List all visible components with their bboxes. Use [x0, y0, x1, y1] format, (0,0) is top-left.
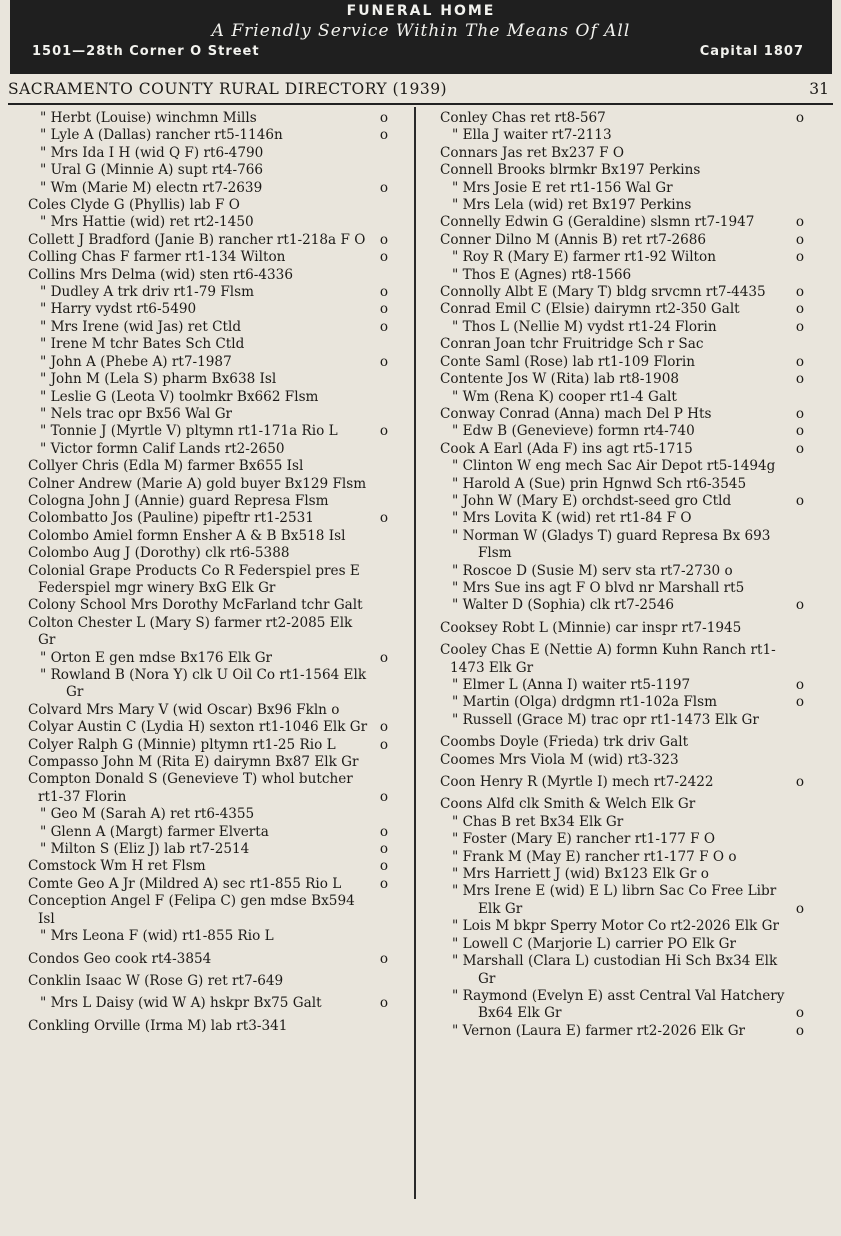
entry-text: " Wm (Marie M) electn rt7-2639 [40, 179, 263, 196]
entry-text: Conley Chas ret rt8-567 [440, 110, 606, 126]
entry-text: " Frank M (May E) rancher rt1-177 F O o [452, 848, 737, 865]
header-divider [8, 103, 833, 105]
directory-entry [440, 1023, 806, 1040]
column-divider [414, 107, 416, 1199]
entry-text: " Norman W (Gladys T) guard Represa Bx 693 Flsm [452, 527, 771, 562]
directory-entry [440, 110, 806, 127]
owner-mark: o [795, 284, 804, 301]
entry-text: " Mrs Hattie (wid) ret rt2-1450 [40, 214, 254, 231]
owner-mark: o [795, 774, 804, 791]
entry-text: " Mrs Harriett J (wid) Bx123 Elk Gr o [452, 866, 709, 883]
entry-text: Connell Brooks blrmkr Bx197 Perkins [440, 162, 701, 179]
directory-entry [440, 441, 806, 458]
entry-text: " Walter D (Sophia) clk rt7-2546 [452, 597, 675, 614]
entry-text: " Mrs L Daisy (wid W A) hskpr Bx75 Galt [40, 995, 322, 1012]
directory-entry [440, 301, 806, 318]
entry-text: Colonial Grape Products Co R Federspiel pres E Federspiel mgr winery BxG Elk Gr [28, 562, 360, 596]
directory-entry [28, 458, 390, 475]
directory-entry [28, 667, 390, 702]
directory-entry [28, 197, 390, 214]
directory-entry [440, 319, 806, 336]
owner-mark: o [379, 875, 388, 892]
directory-entry [440, 953, 806, 988]
entry-text: Cooksey Robt L (Minnie) car inspr rt7-1945 [440, 619, 742, 636]
entry-text: " John M (Lela S) pharm Bx638 Isl [40, 371, 277, 388]
entry-text: Colyar Austin C (Lydia H) sexton rt1-1046 Elk Gr [28, 719, 368, 736]
entry-text: " Victor formn Calif Lands rt2-2650 [40, 440, 285, 457]
owner-mark: o [795, 694, 804, 711]
entry-text: " Orton E gen mdse Bx176 Elk Gr [40, 649, 273, 666]
owner-mark: o [379, 788, 388, 805]
entry-text: Condos Geo cook rt4-3854 [28, 950, 212, 967]
owner-mark: o [795, 677, 804, 693]
directory-entry [440, 774, 806, 791]
entry-text: Conway Conrad (Anna) mach Del P Hts [440, 405, 712, 422]
directory-entry [440, 849, 806, 866]
directory-entry [28, 858, 390, 875]
entry-text: Colton Chester L (Mary S) farmer rt2-2085 Elk Gr [28, 614, 353, 649]
directory-entry [28, 876, 390, 893]
page-number: 31 [809, 80, 829, 98]
directory-entry [28, 650, 390, 667]
entry-text: " Wm (Rena K) cooper rt1-4 Galt [452, 388, 677, 405]
entry-text: " Elmer L (Anna I) waiter rt5-1197 [452, 677, 691, 693]
directory-entry [440, 831, 806, 848]
entry-text: " Mrs Leona F (wid) rt1-855 Rio L [40, 928, 274, 945]
banner-heading: FUNERAL HOME [346, 3, 496, 19]
owner-mark: o [379, 950, 388, 967]
directory-entry [440, 162, 806, 179]
entry-text: " Dudley A trk driv rt1-79 Flsm [40, 284, 254, 301]
owner-mark: o [795, 214, 804, 231]
directory-entry [440, 734, 806, 751]
directory-entry [28, 476, 390, 493]
entry-text: Collins Mrs Delma (wid) sten rt6-4336 [28, 266, 293, 283]
entry-text: " Ural G (Minnie A) supt rt4-766 [40, 162, 264, 179]
directory-entry [28, 214, 390, 231]
entry-text: Collyer Chris (Edla M) farmer Bx655 Isl [28, 458, 304, 475]
directory-entry [28, 301, 390, 318]
entry-text: " Lois M bkpr Sperry Motor Co rt2-2026 Elk Gr [452, 918, 779, 935]
entry-text: Conner Dilno M (Annis B) ret rt7-2686 [440, 231, 707, 248]
directory-entry [28, 951, 390, 968]
entry-text: " Thos L (Nellie M) vydst rt1-24 Florin [452, 318, 717, 335]
entry-text: Comte Geo A Jr (Mildred A) sec rt1-855 Rio L [28, 875, 342, 892]
entry-text: " Mrs Ida I H (wid Q F) rt6-4790 [40, 144, 264, 161]
entry-text: " Roy R (Mary E) farmer rt1-92 Wilton [452, 249, 716, 266]
owner-mark: o [795, 301, 804, 318]
banner-slogan: A Friendly Service Within The Means Of All [211, 21, 631, 41]
owner-mark: o [379, 179, 388, 196]
entry-text: " John W (Mary E) orchdst-seed gro Ctld [452, 492, 732, 509]
owner-mark: o [795, 231, 804, 248]
owner-mark: o [379, 110, 388, 126]
entry-text: " Mrs Sue ins agt F O blvd nr Marshall rt5 [452, 579, 745, 596]
entry-text: Coon Henry R (Myrtle I) mech rt7-2422 [440, 774, 714, 791]
directory-entry [28, 493, 390, 510]
owner-mark: o [795, 900, 804, 917]
directory-entry [28, 354, 390, 371]
banner-address: 1501—28th Corner O Street [32, 44, 260, 59]
directory-entry [440, 232, 806, 249]
directory-entry [440, 371, 806, 388]
entry-text: Colner Andrew (Marie A) gold buyer Bx129 Flsm [28, 475, 367, 492]
directory-entry [28, 719, 390, 736]
directory-entry [28, 973, 390, 990]
owner-mark: o [379, 423, 388, 440]
owner-mark: o [379, 318, 388, 335]
entry-text: " Irene M tchr Bates Sch Ctld [40, 336, 245, 353]
entry-text: Connelly Edwin G (Geraldine) slsmn rt7-1947 [440, 214, 755, 231]
directory-entry [28, 563, 390, 598]
directory-entry [28, 423, 390, 440]
directory-entry [28, 528, 390, 545]
entry-text: " Vernon (Laura E) farmer rt2-2026 Elk Gr [452, 1022, 746, 1039]
directory-entry [440, 918, 806, 935]
entry-text: Cook A Earl (Ada F) ins agt rt5-1715 [440, 440, 693, 457]
directory-entry [28, 389, 390, 406]
directory-entry [28, 180, 390, 197]
directory-entry [28, 597, 390, 614]
entry-text: Coomes Mrs Viola M (wid) rt3-323 [440, 751, 679, 768]
directory-entry [440, 580, 806, 597]
owner-mark: o [379, 649, 388, 666]
directory-entry [28, 267, 390, 284]
directory-entry [28, 841, 390, 858]
entry-text: " Mrs Lovita K (wid) ret rt1-84 F O [452, 510, 692, 527]
directory-entry [440, 458, 806, 475]
entry-text: " Thos E (Agnes) rt8-1566 [452, 266, 632, 283]
entry-text: " Clinton W eng mech Sac Air Depot rt5-1494g [452, 458, 776, 475]
directory-entry [28, 806, 390, 823]
directory-entry [28, 995, 390, 1012]
directory-entry [28, 284, 390, 301]
entry-text: Conception Angel F (Felipa C) gen mdse Bx594 Isl [28, 893, 355, 927]
owner-mark: o [379, 858, 388, 875]
entry-text: " Lowell C (Marjorie L) carrier PO Elk Gr [452, 935, 737, 952]
directory-entry [28, 441, 390, 458]
entry-text: Cooley Chas E (Nettie A) formn Kuhn Ranch rt1-1473 Elk Gr [440, 642, 776, 676]
owner-mark: o [379, 127, 388, 144]
entry-text: " Leslie G (Leota V) toolmkr Bx662 Flsm [40, 388, 319, 405]
owner-mark: o [795, 405, 804, 422]
directory-entry [440, 354, 806, 371]
entry-text: " Lyle A (Dallas) rancher rt5-1146n [40, 127, 283, 144]
owner-mark: o [379, 823, 388, 840]
entry-text: Colombo Amiel formn Ensher A & B Bx518 Isl [28, 527, 346, 544]
entry-text: Conte Saml (Rose) lab rt1-109 Florin [440, 353, 696, 370]
directory-entry [28, 371, 390, 388]
directory-entry [28, 824, 390, 841]
directory-entry [28, 545, 390, 562]
owner-mark: o [795, 1005, 804, 1022]
entry-text: " Milton S (Eliz J) lab rt7-2514 [40, 841, 250, 858]
directory-entry [440, 423, 806, 440]
entry-text: " Marshall (Clara L) custodian Hi Sch Bx34 Elk Gr [452, 953, 778, 987]
directory-entry [440, 284, 806, 301]
owner-mark: o [379, 736, 388, 753]
entry-text: " Raymond (Evelyn E) asst Central Val Hatchery Bx64 Elk Gr [452, 987, 785, 1022]
directory-entry [28, 319, 390, 336]
directory-entry [440, 145, 806, 162]
right-column [440, 110, 806, 1040]
directory-entry [28, 754, 390, 771]
owner-mark: o [379, 284, 388, 301]
directory-entry [28, 1018, 390, 1035]
entry-text: " Nels trac opr Bx56 Wal Gr [40, 405, 233, 422]
directory-entry [440, 197, 806, 214]
directory-entry [440, 988, 806, 1023]
entry-text: Colvard Mrs Mary V (wid Oscar) Bx96 Fkln o [28, 701, 340, 718]
owner-mark: o [795, 110, 804, 126]
directory-entry [440, 597, 806, 614]
directory-entry [440, 694, 806, 711]
entry-text: Colony School Mrs Dorothy McFarland tchr Galt [28, 597, 363, 614]
directory-entry [28, 336, 390, 353]
entry-text: Colombatto Jos (Pauline) pipeftr rt1-2531 [28, 510, 314, 527]
entry-text: " Mrs Irene (wid Jas) ret Ctld [40, 318, 242, 335]
directory-entry [440, 796, 806, 813]
entry-text: " Martin (Olga) drdgmn rt1-102a Flsm [452, 694, 717, 711]
owner-mark: o [379, 995, 388, 1012]
entry-text: " Foster (Mary E) rancher rt1-177 F O [452, 831, 716, 848]
entry-text: " Harry vydst rt6-5490 [40, 301, 197, 318]
directory-entry [440, 510, 806, 527]
entry-text: " Ella J waiter rt7-2113 [452, 127, 612, 144]
directory-entry [440, 752, 806, 769]
entry-text: Comstock Wm H ret Flsm [28, 858, 206, 875]
directory-entry [440, 180, 806, 197]
entry-text: " Rowland B (Nora Y) clk U Oil Co rt1-1564 Elk Gr [40, 667, 367, 701]
directory-entry [440, 389, 806, 406]
directory-entry [440, 620, 806, 637]
entry-text: Contente Jos W (Rita) lab rt8-1908 [440, 371, 680, 388]
owner-mark: o [795, 249, 804, 266]
entry-text: " Harold A (Sue) prin Hgnwd Sch rt6-3545 [452, 475, 747, 492]
directory-entry [28, 702, 390, 719]
entry-text: " Russell (Grace M) trac opr rt1-1473 Elk Gr [452, 711, 759, 728]
entry-text: Conrad Emil C (Elsie) dairymn rt2-350 Galt [440, 301, 740, 318]
directory-entry [28, 145, 390, 162]
owner-mark: o [379, 841, 388, 858]
owner-mark: o [379, 301, 388, 318]
entry-text: " Mrs Irene E (wid) E L) librn Sac Co Free Libr Elk Gr [452, 883, 777, 917]
entry-text: " Mrs Josie E ret rt1-156 Wal Gr [452, 179, 673, 196]
entry-text: Conran Joan tchr Fruitridge Sch r Sac [440, 336, 704, 353]
directory-entry [28, 771, 390, 806]
directory-entry [440, 712, 806, 729]
entry-text: Cologna John J (Annie) guard Represa Flsm [28, 492, 329, 509]
directory-entry [28, 893, 390, 928]
entry-text: " Geo M (Sarah A) ret rt6-4355 [40, 806, 255, 823]
directory-entry [440, 476, 806, 493]
directory-entry [440, 267, 806, 284]
owner-mark: o [379, 353, 388, 370]
entry-text: Colling Chas F farmer rt1-134 Wilton [28, 249, 286, 266]
entry-text: " Edw B (Genevieve) formn rt4-740 [452, 423, 695, 440]
left-column [28, 110, 390, 1035]
entry-text: Coons Alfd clk Smith & Welch Elk Gr [440, 796, 696, 813]
entry-text: Connars Jas ret Bx237 F O [440, 144, 624, 161]
entry-text: Colyer Ralph G (Minnie) pltymn rt1-25 Rio L [28, 736, 336, 753]
entry-text: Coles Clyde G (Phyllis) lab F O [28, 197, 240, 214]
owner-mark: o [795, 597, 804, 614]
directory-entry [28, 162, 390, 179]
entry-text: Connolly Albt E (Mary T) bldg srvcmn rt7-4435 [440, 284, 766, 301]
directory-entry [28, 737, 390, 754]
owner-mark: o [795, 318, 804, 335]
owner-mark: o [795, 440, 804, 457]
owner-mark: o [379, 231, 388, 248]
entry-text: " Chas B ret Bx34 Elk Gr [452, 813, 624, 830]
directory-entry [28, 127, 390, 144]
directory-entry [28, 928, 390, 945]
directory-entry [28, 232, 390, 249]
directory-entry [440, 214, 806, 231]
owner-mark: o [379, 719, 388, 736]
directory-entry [28, 110, 390, 127]
entry-text: Coombs Doyle (Frieda) trk driv Galt [440, 734, 689, 751]
entry-text: " Tonnie J (Myrtle V) pltymn rt1-171a Rio L [40, 423, 338, 440]
directory-entry [440, 336, 806, 353]
directory-entry [440, 493, 806, 510]
directory-entry [440, 814, 806, 831]
directory-entry [440, 677, 806, 694]
entry-text: Compasso John M (Rita E) dairymn Bx87 Elk Gr [28, 754, 359, 771]
owner-mark: o [379, 510, 388, 527]
funeral-home-banner [10, 0, 832, 74]
entry-text: Collett J Bradford (Janie B) rancher rt1-218a F O [28, 231, 366, 248]
entry-text: Conklin Isaac W (Rose G) ret rt7-649 [28, 972, 284, 989]
owner-mark: o [795, 371, 804, 388]
owner-mark: o [379, 249, 388, 266]
owner-mark: o [795, 423, 804, 440]
owner-mark: o [795, 492, 804, 509]
directory-entry [440, 866, 806, 883]
directory-entry [28, 510, 390, 527]
owner-mark: o [795, 1022, 804, 1039]
entry-text: " Glenn A (Margt) farmer Elverta [40, 823, 269, 840]
entry-text: Compton Donald S (Genevieve T) whol butcher rt1-37 Florin [28, 771, 353, 805]
entry-text: Colombo Aug J (Dorothy) clk rt6-5388 [28, 545, 290, 562]
directory-entry [28, 249, 390, 266]
owner-mark: o [795, 353, 804, 370]
banner-phone: Capital 1807 [699, 44, 804, 59]
entry-text: " Mrs Lela (wid) ret Bx197 Perkins [452, 197, 692, 214]
directory-entry [440, 936, 806, 953]
entry-text: " Herbt (Louise) winchmn Mills [40, 110, 257, 126]
directory-entry [440, 883, 806, 918]
directory-entry [28, 615, 390, 650]
entry-text: " Roscoe D (Susie M) serv sta rt7-2730 o [452, 562, 733, 579]
entry-text: Conkling Orville (Irma M) lab rt3-341 [28, 1017, 288, 1034]
directory-entry [440, 406, 806, 423]
entry-text: " John A (Phebe A) rt7-1987 [40, 353, 232, 370]
page-title: SACRAMENTO COUNTY RURAL DIRECTORY (1939) [8, 80, 448, 98]
directory-entry [440, 249, 806, 266]
directory-entry [28, 406, 390, 423]
directory-entry [440, 642, 806, 677]
directory-entry [440, 127, 806, 144]
directory-entry [440, 563, 806, 580]
directory-entry [440, 528, 806, 563]
